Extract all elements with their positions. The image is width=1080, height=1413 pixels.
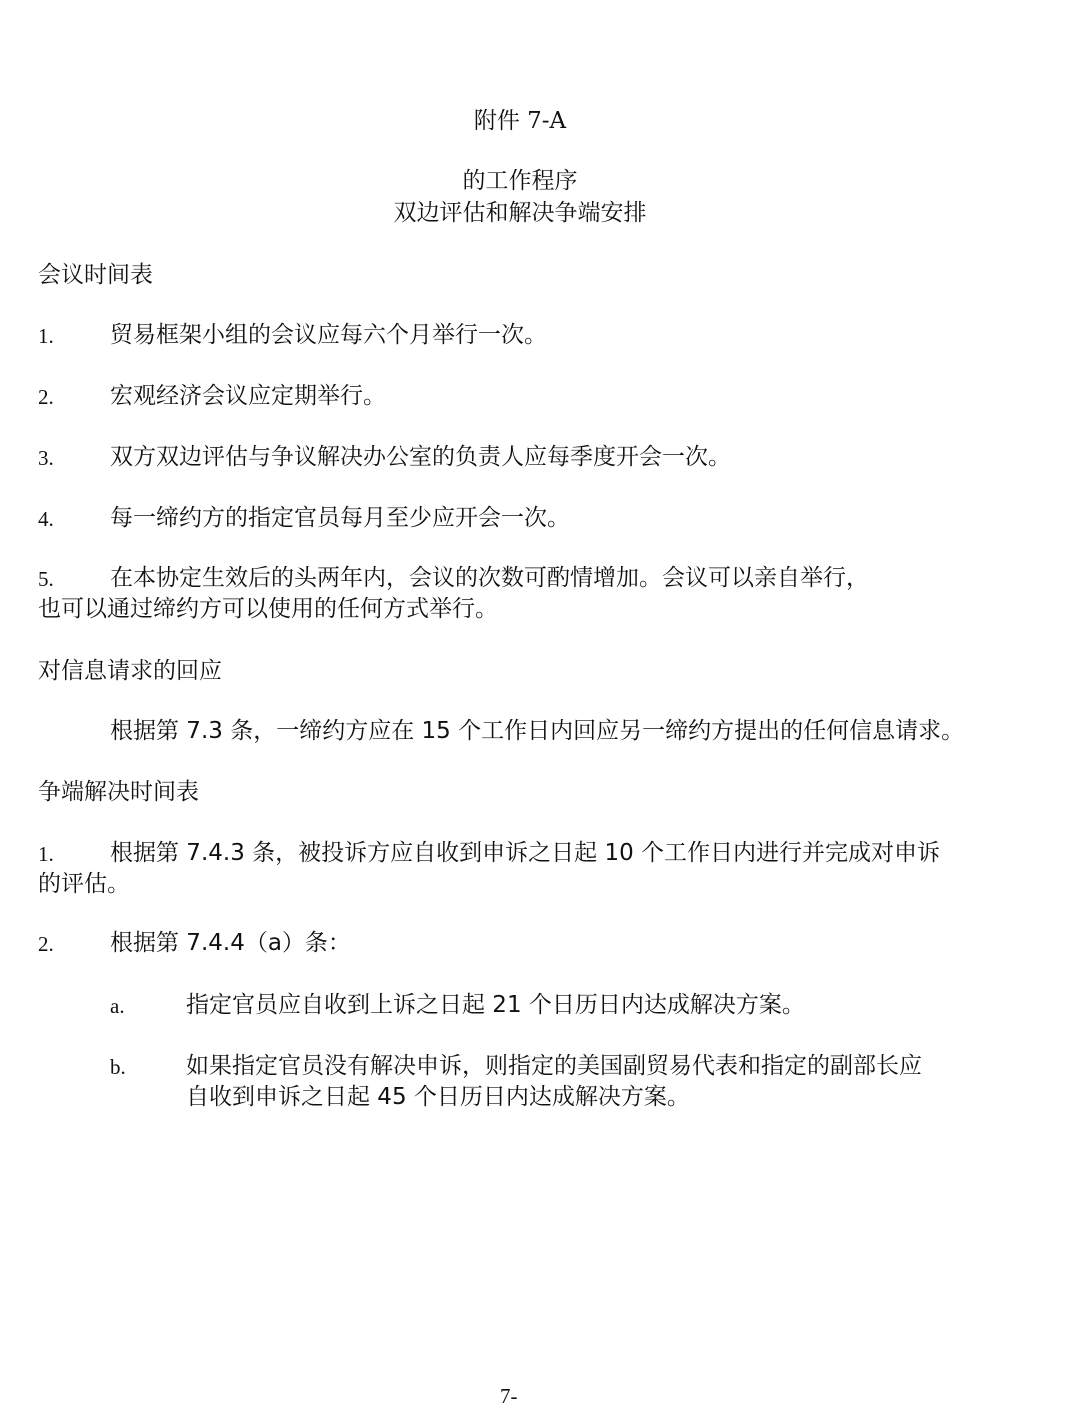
- list-item-text: 在本协定生效后的头两年内，会议的次数可酌情增加。会议可以亲自举行，: [110, 565, 869, 591]
- page-number: 7-: [500, 1384, 518, 1408]
- sub-item-text: 如果指定官员没有解决申诉，则指定的美国副贸易代表和指定的副部长应: [186, 1053, 922, 1079]
- annex-title: 附件 7-A: [473, 108, 567, 134]
- info-request-text: 根据第 7.3 条，一缔约方应在 15 个工作日内回应另一缔约方提出的任何信息请求。: [110, 718, 965, 744]
- doc-title-line1: 的工作程序: [462, 168, 578, 194]
- sub-item-text-continued: 自收到申诉之日起 45 个日历日内达成解决方案。: [186, 1084, 690, 1110]
- list-item-number: 1.: [38, 842, 54, 866]
- list-item-text: 根据第 7.4.3 条，被投诉方应自收到申诉之日起 10 个工作日内进行并完成对申诉: [110, 840, 941, 866]
- list-item-number: 3.: [38, 446, 54, 470]
- list-item-text: 宏观经济会议应定期举行。: [110, 383, 386, 409]
- list-item-number: 5.: [38, 567, 54, 591]
- list-item-text: 根据第 7.4.4（a）条：: [110, 930, 351, 956]
- doc-title-line2: 双边评估和解决争端安排: [393, 200, 647, 226]
- section-heading-meeting-schedule: 会议时间表: [38, 262, 153, 288]
- list-item-number: 2.: [38, 932, 54, 956]
- list-item-text-continued: 的评估。: [38, 871, 130, 897]
- list-item-number: 1.: [38, 324, 54, 348]
- list-item-text: 双方双边评估与争议解决办公室的负责人应每季度开会一次。: [110, 444, 731, 470]
- sub-item-text: 指定官员应自收到上诉之日起 21 个日历日内达成解决方案。: [186, 992, 805, 1018]
- list-item-text-continued: 也可以通过缔约方可以使用的任何方式举行。: [38, 596, 498, 622]
- section-heading-dispute-schedule: 争端解决时间表: [38, 779, 199, 805]
- section-heading-info-request: 对信息请求的回应: [38, 658, 222, 684]
- list-item-number: 4.: [38, 507, 54, 531]
- list-item-text: 每一缔约方的指定官员每月至少应开会一次。: [110, 505, 570, 531]
- sub-item-letter: a.: [110, 994, 125, 1018]
- list-item-number: 2.: [38, 385, 54, 409]
- list-item-text: 贸易框架小组的会议应每六个月举行一次。: [110, 322, 547, 348]
- sub-item-letter: b.: [110, 1055, 126, 1079]
